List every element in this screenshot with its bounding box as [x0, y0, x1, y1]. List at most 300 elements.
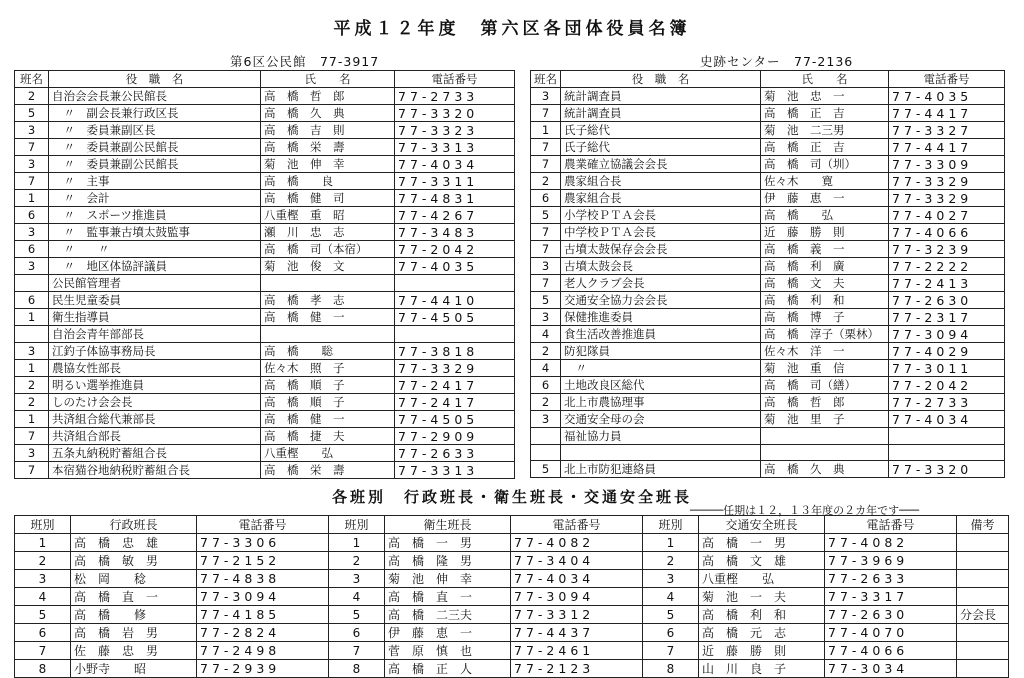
table-row — [531, 207, 1005, 224]
role-cell: しのたけ会会長 — [49, 394, 261, 411]
table-row — [15, 377, 515, 394]
col-name: 氏 名 — [261, 71, 395, 88]
table-row — [531, 292, 1005, 309]
tel-cell: 77-4027 — [889, 207, 1005, 224]
name-cell: 近 藤 勝 則 — [761, 224, 889, 241]
name-cell: 高 橋 司（本宿） — [261, 241, 395, 258]
tel-cell: 77-3311 — [395, 173, 515, 190]
tel-cell: 77-2042 — [395, 241, 515, 258]
role-cell: 〃 〃 — [49, 241, 261, 258]
han-cell: 1 — [643, 534, 699, 552]
col-role: 役 職 名 — [561, 71, 761, 88]
role-cell: 防犯隊員 — [561, 343, 761, 360]
tel-cell: 77-2222 — [889, 258, 1005, 275]
table-row — [15, 224, 515, 241]
role-cell: 統計調査員 — [561, 88, 761, 105]
kotsu-name-cell: 高 橋 元 志 — [699, 624, 825, 642]
col-biko: 備考 — [957, 516, 1009, 534]
gyosei-name-cell: 佐 藤 忠 男 — [71, 642, 197, 660]
tel-cell: 77-4035 — [889, 88, 1005, 105]
han-cell: 4 — [531, 326, 561, 343]
name-cell: 高 橋 久 典 — [261, 105, 395, 122]
tel-cell: 77-3320 — [889, 461, 1005, 478]
table-row — [15, 570, 1009, 588]
table-row — [531, 461, 1005, 478]
tel-cell: 77-3309 — [889, 156, 1005, 173]
tel-cell: 77-4082 — [825, 534, 957, 552]
han-cell: 1 — [15, 411, 49, 428]
tel-cell: 77-3329 — [889, 190, 1005, 207]
role-cell: 共済組合総代兼部長 — [49, 411, 261, 428]
han-cell: 3 — [643, 570, 699, 588]
col-tel: 電話番号 — [395, 71, 515, 88]
table-row — [531, 173, 1005, 190]
role-cell: 古墳太鼓会長 — [561, 258, 761, 275]
tel-cell — [889, 445, 1005, 461]
name-cell: 菊 池 里 子 — [761, 411, 889, 428]
eisei-name-cell: 高 橋 正 人 — [385, 660, 511, 678]
han-cell: 3 — [15, 156, 49, 173]
table-row — [15, 173, 515, 190]
han-cell: 5 — [15, 606, 71, 624]
role-cell: 氏子総代 — [561, 139, 761, 156]
tel-cell: 77-3011 — [889, 360, 1005, 377]
han-cell: 7 — [531, 105, 561, 122]
table-row — [15, 428, 515, 445]
han-cell: 5 — [531, 292, 561, 309]
name-cell: 菊 池 俊 文 — [261, 258, 395, 275]
table-row — [531, 428, 1005, 445]
table-row — [15, 88, 515, 105]
name-cell: 高 橋 聡 — [261, 343, 395, 360]
role-cell: 〃 会計 — [49, 190, 261, 207]
tel-cell: 77-2633 — [395, 445, 515, 462]
han-cell: 2 — [531, 394, 561, 411]
page-title: 平成１２年度 第六区各団体役員名簿 — [333, 19, 691, 39]
han-cell: 3 — [15, 570, 71, 588]
tel-cell: 77-2461 — [511, 642, 643, 660]
han-cell: 2 — [531, 343, 561, 360]
role-cell: 農業確立協議会会長 — [561, 156, 761, 173]
officers-table-right — [530, 70, 1005, 478]
col-name: 氏 名 — [761, 71, 889, 88]
han-cell: 3 — [531, 411, 561, 428]
tel-cell: 77-2417 — [395, 394, 515, 411]
role-cell: 〃 主事 — [49, 173, 261, 190]
han-cell: 6 — [15, 624, 71, 642]
han-cell: 1 — [329, 534, 385, 552]
biko-cell — [957, 624, 1009, 642]
han-cell: 3 — [15, 122, 49, 139]
han-cell: 6 — [531, 190, 561, 207]
biko-cell — [957, 552, 1009, 570]
name-cell: 高 橋 良 — [261, 173, 395, 190]
table-row — [15, 326, 515, 343]
role-cell: 自治会会長兼公民館長 — [49, 88, 261, 105]
tel-cell: 77-3329 — [395, 360, 515, 377]
role-cell: 〃 監事兼古墳太鼓監事 — [49, 224, 261, 241]
name-cell: 菊 池 伸 幸 — [261, 156, 395, 173]
kotsu-name-cell: 高 橋 文 雄 — [699, 552, 825, 570]
role-cell: 江釣子体協事務局長 — [49, 343, 261, 360]
table-row — [15, 588, 1009, 606]
name-cell: 高 橋 哲 郎 — [761, 394, 889, 411]
gyosei-name-cell: 高 橋 忠 雄 — [71, 534, 197, 552]
tel-cell — [395, 326, 515, 343]
han-cell: 1 — [15, 190, 49, 207]
han-cell: 4 — [531, 360, 561, 377]
table-row — [15, 343, 515, 360]
biko-cell: 分会長 — [957, 606, 1009, 624]
han-cell — [531, 445, 561, 461]
table-row — [15, 642, 1009, 660]
kotsu-name-cell: 高 橋 一 男 — [699, 534, 825, 552]
han-cell: 4 — [329, 588, 385, 606]
table-row — [531, 326, 1005, 343]
kotsu-name-cell: 菊 池 一 夫 — [699, 588, 825, 606]
biko-cell — [957, 642, 1009, 660]
tel-cell: 77-2498 — [197, 642, 329, 660]
table-row — [531, 275, 1005, 292]
table-row — [15, 624, 1009, 642]
table-row — [15, 190, 515, 207]
tel-cell: 77-3327 — [889, 122, 1005, 139]
han-cell: 3 — [531, 258, 561, 275]
tel-cell: 77-4034 — [511, 570, 643, 588]
role-cell: 〃 — [561, 360, 761, 377]
name-cell — [761, 428, 889, 445]
han-cell: 7 — [643, 642, 699, 660]
section2-title: 各班別 行政班長・衛生班長・交通安全班長 — [331, 488, 692, 506]
tel-cell: 77-3306 — [197, 534, 329, 552]
name-cell: 高 橋 健 一 — [261, 309, 395, 326]
tel-cell: 77-2733 — [889, 394, 1005, 411]
role-cell: 小学校ＰＴＡ会長 — [561, 207, 761, 224]
col-tel: 電話番号 — [197, 516, 329, 534]
col-tel: 電話番号 — [825, 516, 957, 534]
han-cell: 7 — [15, 139, 49, 156]
role-cell: 保健推進委員 — [561, 309, 761, 326]
eisei-name-cell: 菊 池 伸 幸 — [385, 570, 511, 588]
name-cell: 佐々木 照 子 — [261, 360, 395, 377]
han-cell: 5 — [15, 105, 49, 122]
table-row — [531, 224, 1005, 241]
han-cell: 5 — [643, 606, 699, 624]
name-cell: 佐々木 寛 — [761, 173, 889, 190]
role-cell: 共済組合部長 — [49, 428, 261, 445]
han-cell: 7 — [15, 642, 71, 660]
han-cell — [15, 275, 49, 292]
table-row — [15, 660, 1009, 678]
han-cell: 1 — [531, 122, 561, 139]
biko-cell — [957, 570, 1009, 588]
tel-cell: 77-2042 — [889, 377, 1005, 394]
tel-cell: 77-3404 — [511, 552, 643, 570]
tel-cell: 77-3313 — [395, 139, 515, 156]
han-cell: 7 — [15, 428, 49, 445]
biko-cell — [957, 660, 1009, 678]
name-cell: 高 橋 捷 夫 — [261, 428, 395, 445]
role-cell: 公民館管理者 — [49, 275, 261, 292]
name-cell: 高 橋 司（圳） — [761, 156, 889, 173]
role-cell: 農協女性部長 — [49, 360, 261, 377]
han-cell: 7 — [531, 139, 561, 156]
col-han: 班別 — [15, 516, 71, 534]
tel-cell: 77-3313 — [395, 462, 515, 479]
tel-cell: 77-2630 — [889, 292, 1005, 309]
biko-cell — [957, 534, 1009, 552]
role-cell: 統計調査員 — [561, 105, 761, 122]
name-cell: 佐々木 洋 一 — [761, 343, 889, 360]
name-cell: 高 橋 栄 壽 — [261, 139, 395, 156]
role-cell: 交通安全母の会 — [561, 411, 761, 428]
tel-cell: 77-3312 — [511, 606, 643, 624]
tel-cell: 77-2633 — [825, 570, 957, 588]
tel-cell: 77-3329 — [889, 173, 1005, 190]
gyosei-name-cell: 小野寺 昭 — [71, 660, 197, 678]
tel-cell: 77-2317 — [889, 309, 1005, 326]
han-cell: 3 — [531, 88, 561, 105]
table-row — [531, 105, 1005, 122]
table-row — [531, 258, 1005, 275]
table-row — [15, 105, 515, 122]
tel-cell: 77-3239 — [889, 241, 1005, 258]
gyosei-name-cell: 高 橋 敏 男 — [71, 552, 197, 570]
han-cell: 7 — [531, 275, 561, 292]
tel-cell: 77-3094 — [511, 588, 643, 606]
role-cell: 明るい選挙推進員 — [49, 377, 261, 394]
name-cell: 高 橋 正 吉 — [761, 139, 889, 156]
kotsu-name-cell: 八重樫 弘 — [699, 570, 825, 588]
name-cell: 高 橋 健 司 — [261, 190, 395, 207]
tel-cell: 77-4082 — [511, 534, 643, 552]
table-row — [15, 258, 515, 275]
gyosei-name-cell: 松 岡 稔 — [71, 570, 197, 588]
col-role: 役 職 名 — [49, 71, 261, 88]
name-cell: 伊 藤 恵 一 — [761, 190, 889, 207]
table-row — [15, 445, 515, 462]
han-cell: 3 — [15, 343, 49, 360]
name-cell: 高 橋 弘 — [761, 207, 889, 224]
tel-cell: 77-4505 — [395, 309, 515, 326]
name-cell: 菊 池 重 信 — [761, 360, 889, 377]
han-cell: 7 — [329, 642, 385, 660]
table-row — [15, 122, 515, 139]
table-row — [15, 462, 515, 479]
tel-cell: 77-4066 — [825, 642, 957, 660]
tel-cell: 77-4410 — [395, 292, 515, 309]
tel-cell: 77-4417 — [889, 105, 1005, 122]
han-cell — [531, 428, 561, 445]
table-row — [15, 360, 515, 377]
tel-cell — [889, 428, 1005, 445]
role-cell: 五条丸納税貯蓄組合長 — [49, 445, 261, 462]
eisei-name-cell: 高 橋 隆 男 — [385, 552, 511, 570]
tel-cell: 77-3034 — [825, 660, 957, 678]
name-cell: 高 橋 健 一 — [261, 411, 395, 428]
tel-cell: 77-2413 — [889, 275, 1005, 292]
tel-cell: 77-4034 — [395, 156, 515, 173]
gyosei-name-cell: 高 橋 修 — [71, 606, 197, 624]
tel-cell: 77-2733 — [395, 88, 515, 105]
tel-cell: 77-3323 — [395, 122, 515, 139]
table-row — [531, 88, 1005, 105]
tel-cell: 77-4034 — [889, 411, 1005, 428]
name-cell: 瀬 川 忠 志 — [261, 224, 395, 241]
table-row — [531, 156, 1005, 173]
table-row — [15, 207, 515, 224]
tel-cell: 77-2939 — [197, 660, 329, 678]
tel-cell: 77-3818 — [395, 343, 515, 360]
han-cell: 2 — [15, 394, 49, 411]
name-cell: 八重樫 重 昭 — [261, 207, 395, 224]
table-row — [531, 343, 1005, 360]
name-cell: 高 橋 久 典 — [761, 461, 889, 478]
tel-cell: 77-3094 — [197, 588, 329, 606]
han-cell: 7 — [531, 156, 561, 173]
han-cell: 3 — [531, 309, 561, 326]
table-row — [15, 275, 515, 292]
han-cell: 2 — [531, 173, 561, 190]
role-cell: 北上市農協理事 — [561, 394, 761, 411]
han-cell: 7 — [531, 224, 561, 241]
name-cell: 菊 池 忠 一 — [761, 88, 889, 105]
eisei-name-cell: 高 橋 直 一 — [385, 588, 511, 606]
han-cell: 3 — [15, 258, 49, 275]
table-row — [15, 606, 1009, 624]
table-row — [531, 360, 1005, 377]
tel-cell: 77-4070 — [825, 624, 957, 642]
role-cell: 民生児童委員 — [49, 292, 261, 309]
col-han: 班名 — [531, 71, 561, 88]
eisei-name-cell: 伊 藤 恵 一 — [385, 624, 511, 642]
col-tel: 電話番号 — [511, 516, 643, 534]
tel-cell: 77-4029 — [889, 343, 1005, 360]
han-cell: 1 — [15, 360, 49, 377]
table-row — [531, 411, 1005, 428]
role-cell: 氏子総代 — [561, 122, 761, 139]
han-cell: 6 — [531, 377, 561, 394]
han-cell: 8 — [15, 660, 71, 678]
table-row — [15, 309, 515, 326]
col-han: 班別 — [329, 516, 385, 534]
name-cell: 高 橋 正 吉 — [761, 105, 889, 122]
han-cell: 3 — [329, 570, 385, 588]
table-row — [531, 394, 1005, 411]
tel-cell: 77-4437 — [511, 624, 643, 642]
col-han: 班名 — [15, 71, 49, 88]
table-row — [531, 122, 1005, 139]
tel-cell: 77-4505 — [395, 411, 515, 428]
han-cell: 8 — [329, 660, 385, 678]
name-cell: 高 橋 孝 志 — [261, 292, 395, 309]
tel-cell: 77-4417 — [889, 139, 1005, 156]
role-cell: 自治会青年部部長 — [49, 326, 261, 343]
tel-cell: 77-2824 — [197, 624, 329, 642]
han-cell: 2 — [15, 88, 49, 105]
role-cell: 衛生指導員 — [49, 309, 261, 326]
name-cell: 高 橋 淳子（栗林） — [761, 326, 889, 343]
name-cell: 八重樫 弘 — [261, 445, 395, 462]
han-cell: 3 — [15, 224, 49, 241]
tel-cell: 77-3317 — [825, 588, 957, 606]
table-row — [15, 139, 515, 156]
role-cell: 〃 委員兼副区長 — [49, 122, 261, 139]
role-cell: 北上市防犯連絡員 — [561, 461, 761, 478]
role-cell: 中学校ＰＴＡ会長 — [561, 224, 761, 241]
biko-cell — [957, 588, 1009, 606]
col-gyosei: 行政班長 — [71, 516, 197, 534]
han-cell: 7 — [531, 241, 561, 258]
table-row — [531, 241, 1005, 258]
gyosei-name-cell: 高 橋 直 一 — [71, 588, 197, 606]
role-cell: 交通安全協力会会長 — [561, 292, 761, 309]
tel-cell: 77-4831 — [395, 190, 515, 207]
role-cell: 〃 副会長兼行政区長 — [49, 105, 261, 122]
table-row — [531, 139, 1005, 156]
table-row — [531, 445, 1005, 461]
han-cell: 2 — [15, 552, 71, 570]
han-cell: 2 — [643, 552, 699, 570]
han-cell: 4 — [643, 588, 699, 606]
name-cell: 高 橋 順 子 — [261, 394, 395, 411]
han-cell: 6 — [15, 207, 49, 224]
tel-cell: 77-4035 — [395, 258, 515, 275]
han-cell: 8 — [643, 660, 699, 678]
role-cell — [561, 445, 761, 461]
role-cell: 〃 委員兼副公民館長 — [49, 156, 261, 173]
role-cell: 農家組合長 — [561, 190, 761, 207]
col-kotsu: 交通安全班長 — [699, 516, 825, 534]
table-row — [15, 292, 515, 309]
table-row — [531, 190, 1005, 207]
han-cell: 6 — [329, 624, 385, 642]
name-cell: 高 橋 吉 則 — [261, 122, 395, 139]
gyosei-name-cell: 高 橋 岩 男 — [71, 624, 197, 642]
name-cell: 高 橋 利 廣 — [761, 258, 889, 275]
tel-cell: 77-3094 — [889, 326, 1005, 343]
role-cell: 本宿猫谷地納税貯蓄組合長 — [49, 462, 261, 479]
role-cell: 食生活改善推進員 — [561, 326, 761, 343]
table-row — [15, 534, 1009, 552]
kotsu-name-cell: 近 藤 勝 則 — [699, 642, 825, 660]
tel-cell: 77-4838 — [197, 570, 329, 588]
table-row — [15, 156, 515, 173]
name-cell: 高 橋 義 一 — [761, 241, 889, 258]
tel-cell: 77-2909 — [395, 428, 515, 445]
tel-cell: 77-3483 — [395, 224, 515, 241]
name-cell: 高 橋 哲 郎 — [261, 88, 395, 105]
han-cell: 5 — [531, 207, 561, 224]
han-cell — [15, 326, 49, 343]
tel-cell: 77-4185 — [197, 606, 329, 624]
name-cell — [261, 275, 395, 292]
group-leaders-table — [14, 515, 1009, 678]
tel-cell: 77-3969 — [825, 552, 957, 570]
tel-cell: 77-2123 — [511, 660, 643, 678]
tel-cell: 77-4066 — [889, 224, 1005, 241]
name-cell: 菊 池 二三男 — [761, 122, 889, 139]
han-cell: 6 — [643, 624, 699, 642]
han-cell: 2 — [15, 377, 49, 394]
hall-phone: 第6区公民館 77-3917 — [230, 54, 380, 69]
name-cell — [761, 445, 889, 461]
name-cell: 高 橋 司（繕） — [761, 377, 889, 394]
tel-cell: 77-3320 — [395, 105, 515, 122]
tel-cell: 77-2417 — [395, 377, 515, 394]
han-cell: 1 — [15, 534, 71, 552]
table-row — [531, 377, 1005, 394]
